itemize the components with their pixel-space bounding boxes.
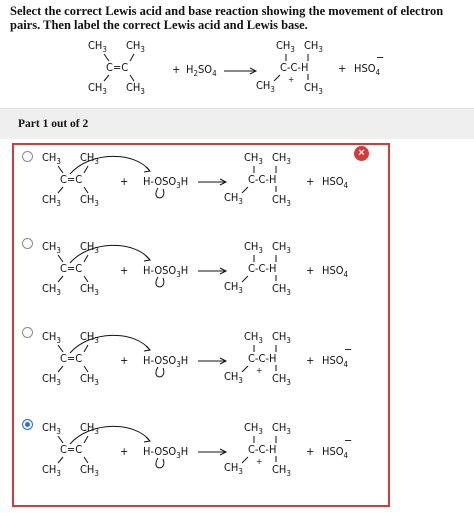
option-d-product-ch3-tr: $CH_3$ bbox=[272, 421, 291, 437]
option-b-alkene-ch3-br: $CH_3$ bbox=[80, 282, 99, 298]
part-label: Part 1 out of 2 bbox=[18, 118, 89, 130]
option-d-product-chain: C-C-H bbox=[248, 443, 277, 456]
header-product-chain: C-C-H bbox=[280, 61, 309, 74]
header-byproduct-charge: − bbox=[376, 51, 385, 64]
question-instructions: Select the correct Lewis acid and base reaction showing the movement of electron pairs. Then label the correct Lewis acid and Lewis base. bbox=[10, 4, 444, 32]
option-b-byproduct: $HSO_4$ bbox=[322, 264, 349, 280]
option-c-product-ch3-bl: $CH_3$ bbox=[224, 370, 243, 386]
option-a-alkene-ch3-tr: $CH_3$ bbox=[80, 151, 99, 167]
header-plus: + bbox=[338, 62, 347, 75]
option-a-product-ch3-tl: $CH_3$ bbox=[244, 151, 263, 167]
option-c-bond-arrow bbox=[156, 367, 164, 377]
option-a-product-chain: C-C-H bbox=[248, 173, 277, 186]
option-c-alkene-double-bond: C=C bbox=[60, 352, 83, 365]
option-c-alkene-ch3-br: $CH_3$ bbox=[80, 372, 99, 388]
header-product-carbocation-charge: + bbox=[288, 74, 295, 84]
option-d-byproduct-charge: − bbox=[344, 434, 353, 447]
option-b-alkene-bond-tr bbox=[84, 255, 88, 262]
header-alkene-double-bond: C=C bbox=[106, 61, 129, 74]
header-alkene-ch3-bl: $CH_3$ bbox=[88, 81, 107, 97]
option-c-product-ch3-br: $CH_3$ bbox=[272, 372, 291, 388]
option-a-bond-arrow bbox=[156, 188, 164, 198]
option-c-byproduct: $HSO_4$ bbox=[322, 354, 349, 370]
option-d-alkene-ch3-tl: $CH_3$ bbox=[42, 421, 61, 437]
option-reaction-b bbox=[42, 240, 349, 297]
option-d-bond-arrow bbox=[156, 458, 164, 468]
option-b-reagent: $H-OSO_3H$ bbox=[143, 264, 189, 280]
option-c-alkene-ch3-bl: $CH_3$ bbox=[42, 372, 61, 388]
option-b-product-bond-bl bbox=[242, 276, 248, 282]
header-reagent: $H_2SO_4$ bbox=[186, 63, 217, 79]
option-c-alkene-bond-tr bbox=[84, 345, 88, 352]
option-a-reagent: $H-OSO_3H$ bbox=[143, 175, 189, 191]
option-a-product-ch3-tr: $CH_3$ bbox=[272, 151, 291, 167]
option-d-electron-arrow-head bbox=[144, 437, 150, 442]
header-product-ch3-tl: $CH_3$ bbox=[276, 39, 295, 55]
option-d-alkene-bond-tl bbox=[58, 436, 63, 443]
option-b-product-ch3-tr: $CH_3$ bbox=[272, 240, 291, 256]
option-b-product-chain: C-C-H bbox=[248, 262, 277, 275]
option-b-alkene-bond-bl bbox=[58, 276, 63, 282]
header-plus: + bbox=[172, 63, 181, 76]
option-d-alkene-ch3-bl: $CH_3$ bbox=[42, 463, 61, 479]
option-a-alkene-ch3-bl: $CH_3$ bbox=[42, 193, 61, 209]
option-c-alkene-bond-tl bbox=[58, 345, 63, 352]
option-d-alkene-bond-tr bbox=[84, 436, 88, 443]
header-alkene-ch3-br: $CH_3$ bbox=[126, 81, 145, 97]
header-product-ch3-br: $CH_3$ bbox=[304, 81, 323, 97]
option-c-reagent: $H-OSO_3H$ bbox=[143, 354, 189, 370]
option-d-product-carbocation-charge: + bbox=[256, 456, 263, 466]
option-d-alkene-double-bond: C=C bbox=[60, 443, 83, 456]
option-reaction-c bbox=[42, 330, 352, 387]
option-b-bond-arrow bbox=[156, 277, 164, 287]
option-c-product-carbocation-charge: + bbox=[256, 365, 263, 375]
option-b-electron-arrow-head bbox=[144, 256, 150, 261]
option-c-product-ch3-tr: $CH_3$ bbox=[272, 330, 291, 346]
header-alkene-ch3-tr: $CH_3$ bbox=[126, 39, 145, 55]
option-d-product-bond-bl bbox=[242, 457, 248, 463]
option-a-plus: + bbox=[306, 175, 315, 188]
option-c-electron-arrow-head bbox=[144, 346, 150, 351]
option-a-alkene-double-bond: C=C bbox=[60, 173, 83, 186]
option-b-plus: + bbox=[306, 264, 315, 277]
option-d-alkene-ch3-br: $CH_3$ bbox=[80, 463, 99, 479]
option-b-alkene-bond-tl bbox=[58, 255, 63, 262]
option-d-product-ch3-bl: $CH_3$ bbox=[224, 461, 243, 477]
option-c-alkene-bond-bl bbox=[58, 366, 63, 372]
option-d-plus: + bbox=[120, 445, 129, 458]
option-a-product-bond-bl bbox=[242, 187, 248, 193]
option-b-product-ch3-br: $CH_3$ bbox=[272, 282, 291, 298]
option-d-alkene-ch3-tr: $CH_3$ bbox=[80, 421, 99, 437]
option-b-plus: + bbox=[120, 264, 129, 277]
option-d-product-ch3-tl: $CH_3$ bbox=[244, 421, 263, 437]
option-c-plus: + bbox=[120, 354, 129, 367]
option-a-product-ch3-bl: $CH_3$ bbox=[224, 191, 243, 207]
option-reaction-a bbox=[42, 151, 349, 208]
header-product-ch3-tr: $CH_3$ bbox=[304, 39, 323, 55]
option-a-alkene-ch3-br: $CH_3$ bbox=[80, 193, 99, 209]
option-d-product-ch3-br: $CH_3$ bbox=[272, 463, 291, 479]
header-byproduct: $HSO_4$ bbox=[354, 62, 381, 78]
option-c-product-chain: C-C-H bbox=[248, 352, 277, 365]
option-c-plus: + bbox=[306, 354, 315, 367]
option-a-product-ch3-br: $CH_3$ bbox=[272, 193, 291, 209]
option-d-plus: + bbox=[306, 445, 315, 458]
option-c-alkene-ch3-tl: $CH_3$ bbox=[42, 330, 61, 346]
option-a-alkene-bond-tr bbox=[84, 166, 88, 173]
option-c-product-bond-bl bbox=[242, 366, 248, 372]
option-b-alkene-ch3-tl: $CH_3$ bbox=[42, 240, 61, 256]
option-c-byproduct-charge: − bbox=[344, 343, 353, 356]
option-b-alkene-ch3-bl: $CH_3$ bbox=[42, 282, 61, 298]
option-c-product-ch3-tl: $CH_3$ bbox=[244, 330, 263, 346]
option-a-plus: + bbox=[120, 175, 129, 188]
option-reaction-d bbox=[42, 421, 352, 478]
option-a-alkene-bond-bl bbox=[58, 187, 63, 193]
option-a-electron-arrow-head bbox=[144, 167, 150, 172]
option-a-alkene-bond-tl bbox=[58, 166, 63, 173]
close-icon[interactable]: × bbox=[354, 146, 369, 161]
option-b-alkene-ch3-tr: $CH_3$ bbox=[80, 240, 99, 256]
option-a-alkene-ch3-tl: $CH_3$ bbox=[42, 151, 61, 167]
header-alkene-ch3-tl: $CH_3$ bbox=[88, 39, 107, 55]
option-b-product-ch3-tl: $CH_3$ bbox=[244, 240, 263, 256]
option-d-alkene-bond-bl bbox=[58, 457, 63, 463]
option-a-byproduct: $HSO_4$ bbox=[322, 175, 349, 191]
option-d-reagent: $H-OSO_3H$ bbox=[143, 445, 189, 461]
option-c-alkene-ch3-tr: $CH_3$ bbox=[80, 330, 99, 346]
option-b-product-ch3-bl: $CH_3$ bbox=[224, 280, 243, 296]
header-product-ch3-bl: $CH_3$ bbox=[256, 79, 275, 95]
option-d-byproduct: $HSO_4$ bbox=[322, 445, 349, 461]
option-b-alkene-double-bond: C=C bbox=[60, 262, 83, 275]
